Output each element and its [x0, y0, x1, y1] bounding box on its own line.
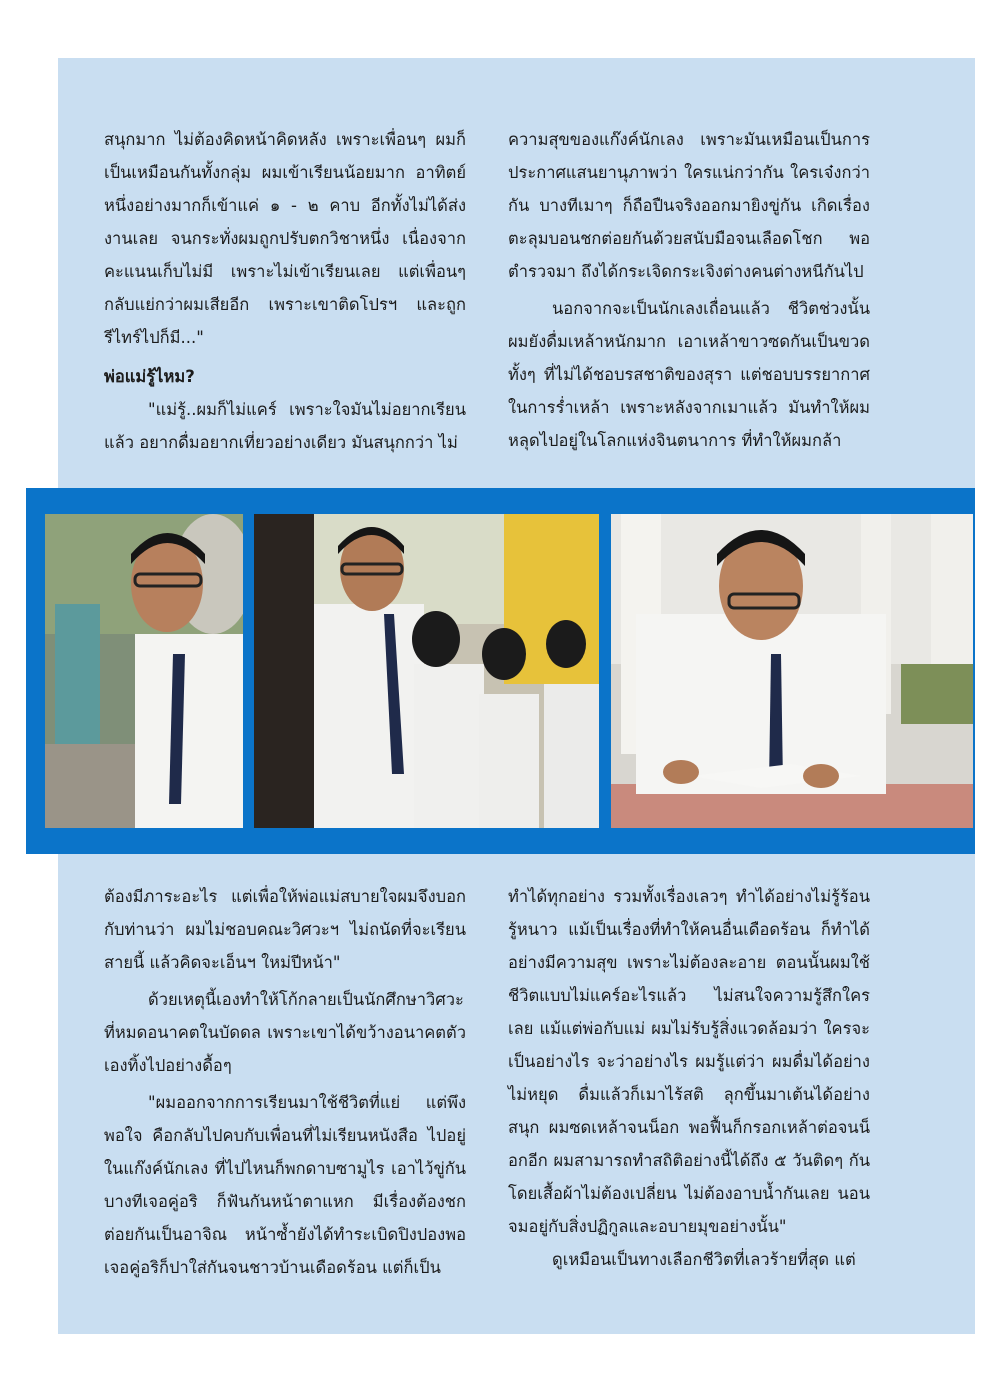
paragraph: "ผมออกจากการเรียนมาใช้ชีวิตที่แย่ แต่พึงพอใจ คือกลับไปคบกับเพื่อนที่ไม่เรียนหนังสือ ไปอยู่ในแก๊งค์นักเลง ที่ไปไหนก็พกดาบซามูไร เอาไว้ขู่กัน บางทีเจอคู่อริ ก็ฟันกันหน้าตาแหก มีเรื่องต้องชกต่อยกันเป็นอาจิณ หน้าซ้ำยังได้ทำระเบิดปิงปองพอเจอคู่อริก็ปาใส่กันจนชาวบ้านเดือดร้อน แต่ก็เป็น [104, 1093, 466, 1277]
paragraph: "แม่รู้..ผมก็ไม่แคร์ เพราะใจมันไม่อยากเรียนแล้ว อยากดื่มอยากเที่ยวอย่างเดียว มันสนุกกว่า ไม่ [104, 400, 466, 452]
text-column-4 [508, 880, 870, 1276]
section-heading: พ่อแม่รู้ไหม? [104, 367, 195, 386]
photo-students-group [254, 514, 599, 828]
paragraph: ทำได้ทุกอย่าง รวมทั้งเรื่องเลวๆ ทำได้อย่างไม่รู้ร้อนรู้หนาว แม้เป็นเรื่องที่ทำให้คนอื่นเดือดร้อน ก็ทำได้อย่างมีความสุข เพราะไม่ต้องละอาย ตอนนั้นผมใช้ชีวิตแบบไม่แคร์อะไรแล้ว ไม่สนใจความรู้สึกใครเลย แม้แต่พ่อกับแม่ ผมไม่รับรู้สิ่งแวดล้อมว่า ใครจะเป็นอย่างไร จะว่าอย่างไร ผมรู้แต่ว่า ผมดื่มได้อย่างไม่หยุด ดื่มแล้วก็เมาไร้สติ ลุกขึ้นมาเต้นได้อย่างสนุก ผมซดเหล้าจนน็อก พอฟื้นก็กรอกเหล้าต่อจนน็อกอีก ผมสามารถทำสถิติอย่างนี้ได้ถึง ๕ วันติดๆ กัน โดยเสื้อผ้าไม่ต้องเปลี่ยน ไม่ต้องอาบน้ำกันเลย นอนจมอยู่กับสิ่งปฏิกูลและอบายมุขอย่างนั้น" [508, 887, 870, 1236]
paragraph: สนุกมาก ไม่ต้องคิดหน้าคิดหลัง เพราะเพื่อนๆ ผมก็เป็นเหมือนกันทั้งกลุ่ม ผมเข้าเรียนน้อยมาก อาทิตย์หนึ่งอย่างมากก็เข้าแค่ ๑ - ๒ คาบ อีกทั้งไม่ได้ส่งงานเลย จนกระทั่งผมถูกปรับตกวิชาหนึ่ง เนื่องจากคะแนนเก็บไม่มี เพราะไม่เข้าเรียนเลย แต่เพื่อนๆ กลับแย่กว่าผมเสียอีก เพราะเขาติดโปรฯ และถูกรีไทร์ไปก็มี..." [104, 130, 466, 347]
paragraph: ต้องมีภาระอะไร แต่เพื่อให้พ่อแม่สบายใจผมจึงบอกกับท่านว่า ผมไม่ชอบคณะวิศวะฯ ไม่ถนัดที่จะเรียนสายนี้ แล้วคิดจะเอ็นฯ ใหม่ปีหน้า" [104, 887, 466, 972]
photo-student-portrait [45, 514, 243, 828]
text-column-2 [508, 123, 870, 457]
photo-student-reading [611, 514, 973, 828]
text-column-3 [104, 880, 466, 1284]
paragraph: ด้วยเหตุนี้เองทำให้โก้กลายเป็นนักศึกษาวิศวะที่หมดอนาคตในบัดดล เพราะเขาได้ขว้างอนาคตตัวเองทิ้งไปอย่างดื้อๆ [104, 990, 466, 1075]
paragraph: ดูเหมือนเป็นทางเลือกชีวิตที่เลวร้ายที่สุด แต่ [552, 1250, 856, 1269]
text-column-1 [104, 123, 466, 459]
paragraph: นอกจากจะเป็นนักเลงเถื่อนแล้ว ชีวิตช่วงนั้นผมยังดื่มเหล้าหนักมาก เอาเหล้าขาวซดกันเป็นขวดทั้งๆ ที่ไม่ได้ชอบรสชาติของสุรา แต่ชอบบรรยากาศในการร่ำเหล้า เพราะหลังจากเมาแล้ว มันทำให้ผมหลุดไปอยู่ในโลกแห่งจินตนาการ ที่ทำให้ผมกล้า [508, 299, 870, 450]
paragraph: ความสุขของแก๊งค์นักเลง เพราะมันเหมือนเป็นการประกาศแสนยานุภาพว่า ใครแน่กว่ากัน ใครเจ๋งกว่ากัน บางทีเมาๆ ก็ถือปืนจริงออกมายิงขู่กัน เกิดเรื่องตะลุมบอนชกต่อยกันด้วยสนับมือจนเลือดโชก พอตำรวจมา ถึงได้กระเจิดกระเจิงต่างคนต่างหนีกันไป [508, 130, 870, 281]
